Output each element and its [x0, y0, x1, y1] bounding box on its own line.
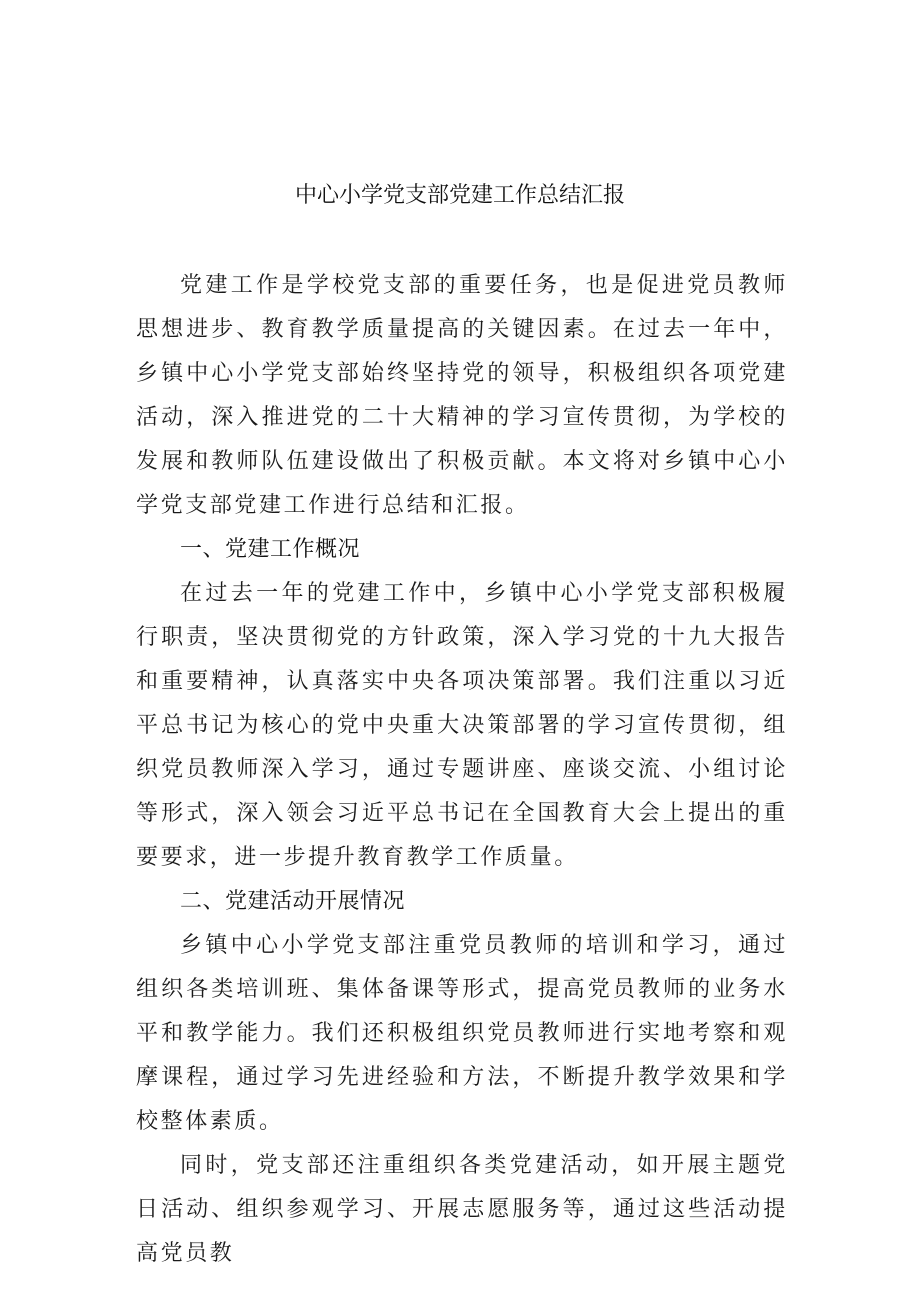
document-title: 中心小学党支部党建工作总结汇报: [294, 183, 625, 208]
section-paragraph: 同时，党支部还注重组织各类党建活动，如开展主题党日活动、组织参观学习、开展志愿服务等，通过这些活动提高党员教: [136, 1153, 788, 1266]
section-paragraph: 乡镇中心小学党支部注重党员教师的培训和学习，通过组织各类培训班、集体备课等形式，提高党员教师的业务水平和教学能力。我们还积极组织党员教师进行实地考察和观摩课程，通过学习先进经验和方法，不断提升教学效果和学校整体素质。: [136, 933, 788, 1134]
section-heading: 一、党建工作概况: [180, 537, 361, 562]
intro-paragraph: 党建工作是学校党支部的重要任务，也是促进党员教师思想进步、教育教学质量提高的关键因素。在过去一年中，乡镇中心小学党支部始终坚持党的领导，积极组织各项党建活动，深入推进党的二十大精神的学习宣传贯彻，为学校的发展和教师队伍建设做出了积极贡献。本文将对乡镇中心小学党支部党建工作进行总结和汇报。: [136, 273, 788, 518]
document-body: [136, 264, 788, 1276]
section-heading: 二、党建活动开展情况: [180, 889, 406, 914]
section-paragraph: 在过去一年的党建工作中，乡镇中心小学党支部积极履行职责，坚决贯彻党的方针政策，深入学习党的十九大报告和重要精神，认真落实中央各项决策部署。我们注重以习近平总书记为核心的党中央重大决策部署的学习宣传贯彻，组织党员教师深入学习，通过专题讲座、座谈交流、小组讨论等形式，深入领会习近平总书记在全国教育大会上提出的重要要求，进一步提升教育教学工作质量。: [136, 581, 788, 870]
